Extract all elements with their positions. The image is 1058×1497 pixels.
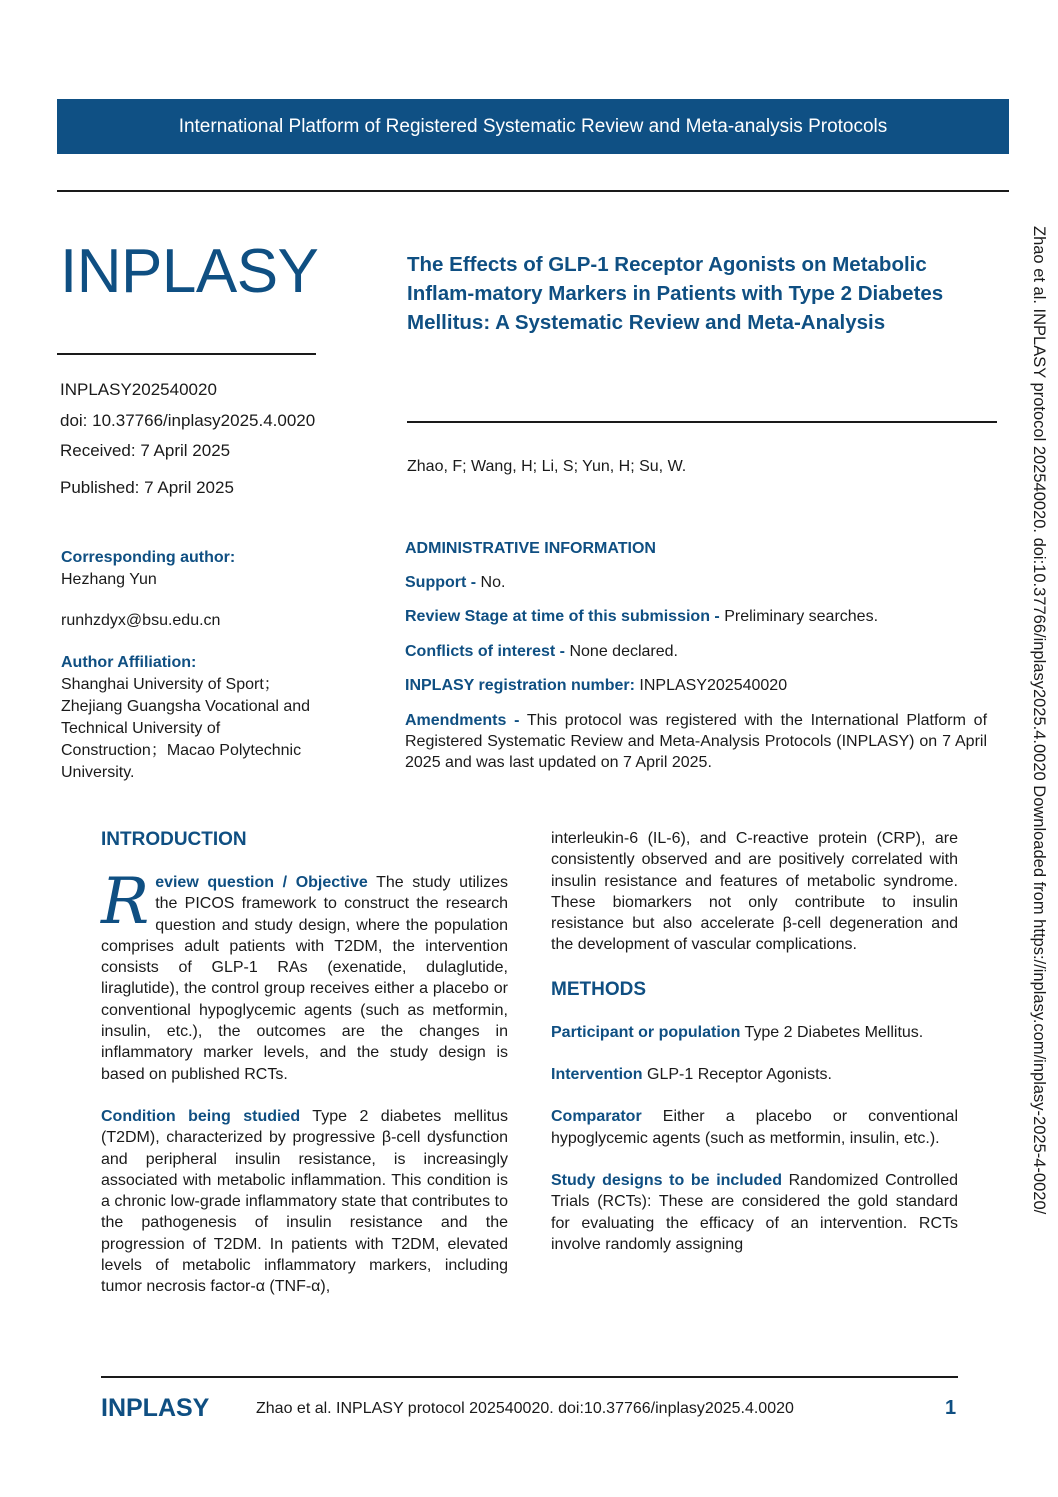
footer-divider — [101, 1376, 958, 1378]
amendments-label: Amendments - — [405, 712, 520, 729]
affiliation-line: Zhejiang Guangsha Vocational and — [61, 698, 311, 715]
affiliation-line: Construction；Macao Polytechnic — [61, 742, 302, 759]
doi: doi: 10.37766/inplasy2025.4.0020 — [60, 411, 316, 430]
conflicts-value: None declared. — [569, 643, 678, 660]
affiliation-line: Technical University of — [61, 720, 221, 737]
body-left-column — [101, 828, 508, 1298]
footer-brand: INPLASY — [101, 1394, 210, 1422]
support-value: No. — [480, 574, 506, 591]
corresponding-author-name: Hezhang Yun — [61, 571, 157, 588]
comparator-paragraph — [551, 1106, 958, 1149]
published-date: Published: 7 April 2025 — [60, 478, 234, 497]
header-banner: International Platform of Registered Systematic Review and Meta-analysis Protocols — [57, 99, 1009, 154]
intervention-label: Intervention — [551, 1066, 643, 1084]
review-question-paragraph — [101, 865, 509, 1085]
author-affiliation-label: Author Affiliation: — [61, 654, 197, 671]
introduction-heading: INTRODUCTION — [101, 829, 247, 850]
amendments-row — [405, 710, 987, 773]
condition-paragraph — [101, 1106, 508, 1298]
review-stage-label: Review Stage at time of this submission - — [405, 608, 720, 625]
condition-label: Condition being studied — [101, 1107, 301, 1125]
review-stage-value: Preliminary searches. — [724, 608, 879, 625]
methods-heading: METHODS — [551, 978, 646, 1000]
admin-heading: ADMINISTRATIVE INFORMATION — [405, 540, 656, 557]
received-date: Received: 7 April 2025 — [60, 441, 231, 460]
body-right-column — [551, 828, 958, 1255]
registration-number-row — [405, 675, 987, 696]
participant-paragraph — [551, 1022, 958, 1043]
paper-title: The Effects of GLP-1 Receptor Agonists on Metabolic Inflam-matory Markers in Patients with Type 2 Diabetes Mellitus: A Systematic Review and Meta-Analysis — [407, 253, 944, 334]
study-designs-text: Randomized Controlled Trials (RCTs): These are considered the gold standard for evaluating the efficacy of an intervention. RCTs involve randomly assigning — [551, 1171, 959, 1253]
comparator-text: Either a placebo or conventional hypoglycemic agents (such as metformin, insulin, etc.). — [551, 1108, 959, 1147]
top-divider — [57, 190, 1009, 192]
comparator-label: Comparator — [551, 1108, 642, 1126]
brand-logo: INPLASY — [60, 237, 319, 306]
participant-text: Type 2 Diabetes Mellitus. — [744, 1023, 924, 1041]
review-question-label: eview question / Objective — [155, 874, 368, 891]
affiliation-line: University. — [61, 764, 135, 781]
footer-citation: Zhao et al. INPLASY protocol 202540020. doi:10.37766/inplasy2025.4.0020 — [256, 1400, 794, 1417]
side-citation[interactable]: Zhao et al. INPLASY protocol 202540020. doi:10.37766/inplasy2025.4.0020 Downloaded from https://inplasy.com/inplasy-2025-4-0020/ — [1030, 226, 1048, 1215]
corresponding-author-label: Corresponding author: — [61, 549, 236, 566]
intervention-text: GLP-1 Receptor Agonists. — [647, 1066, 832, 1084]
registration-id: INPLASY202540020 — [60, 380, 217, 399]
author-list: Zhao, F; Wang, H; Li, S; Yun, H; Su, W. — [407, 458, 687, 475]
review-question-text: The study utilizes the PICOS framework to construct the research question and study design, where the population comprises adult patients with T2DM, the intervention consists of GLP-1 RAs (exenatide, dulaglutide, liraglutide), the control group receives either a placebo or conventional hypoglycemic agents (such as metformin, insulin, etc.), the outcomes are the changes in inflammatory marker levels, and the study design is based on published RCTs. — [101, 874, 509, 1083]
amendments-value: This protocol was registered with the International Platform of Registered Systematic Review and Meta-Analysis Protocols (INPLASY) on 7 April 2025 and was last updated on 7 April 2025. — [405, 712, 988, 771]
support-row — [405, 572, 987, 593]
condition-text: Type 2 diabetes mellitus (T2DM), characterized by progressive β-cell dysfunction and peripheral insulin resistance, is increasingly associated with metabolic inflammation. This condition is a chronic low-grade inflammatory state that contributes to the pathogenesis of insulin resistance and the progression of T2DM. In patients with T2DM, elevated levels of metabolic inflammatory markers, including tumor necrosis factor-α (TNF-α), — [101, 1107, 508, 1296]
review-stage-row — [405, 606, 987, 627]
conflicts-row — [405, 641, 987, 662]
conflicts-label: Conflicts of interest - — [405, 643, 566, 660]
corresponding-author-block — [61, 547, 351, 784]
participant-label: Participant or population — [551, 1023, 741, 1041]
page-number: 1 — [945, 1397, 957, 1419]
study-designs-paragraph — [551, 1170, 958, 1255]
registration-number-label: INPLASY registration number: — [405, 677, 635, 694]
support-label: Support - — [405, 574, 477, 591]
registration-number-value: INPLASY202540020 — [639, 677, 788, 694]
title-divider — [407, 421, 997, 423]
affiliation-line: Shanghai University of Sport； — [61, 676, 280, 693]
intervention-paragraph — [551, 1064, 958, 1085]
corresponding-author-email[interactable]: runhzdyx@bsu.edu.cn — [61, 612, 221, 629]
study-designs-label: Study designs to be included — [551, 1171, 782, 1189]
condition-continued: interleukin-6 (IL-6), and C-reactive protein (CRP), are consistently observed and are positively correlated with insulin resistance and features of metabolic syndrome. These biomarkers not only contribute to insulin resistance but also accelerate β-cell degeneration and the development of vascular complications. — [551, 830, 958, 954]
brand-divider — [57, 353, 316, 355]
drop-cap: R — [101, 865, 150, 939]
